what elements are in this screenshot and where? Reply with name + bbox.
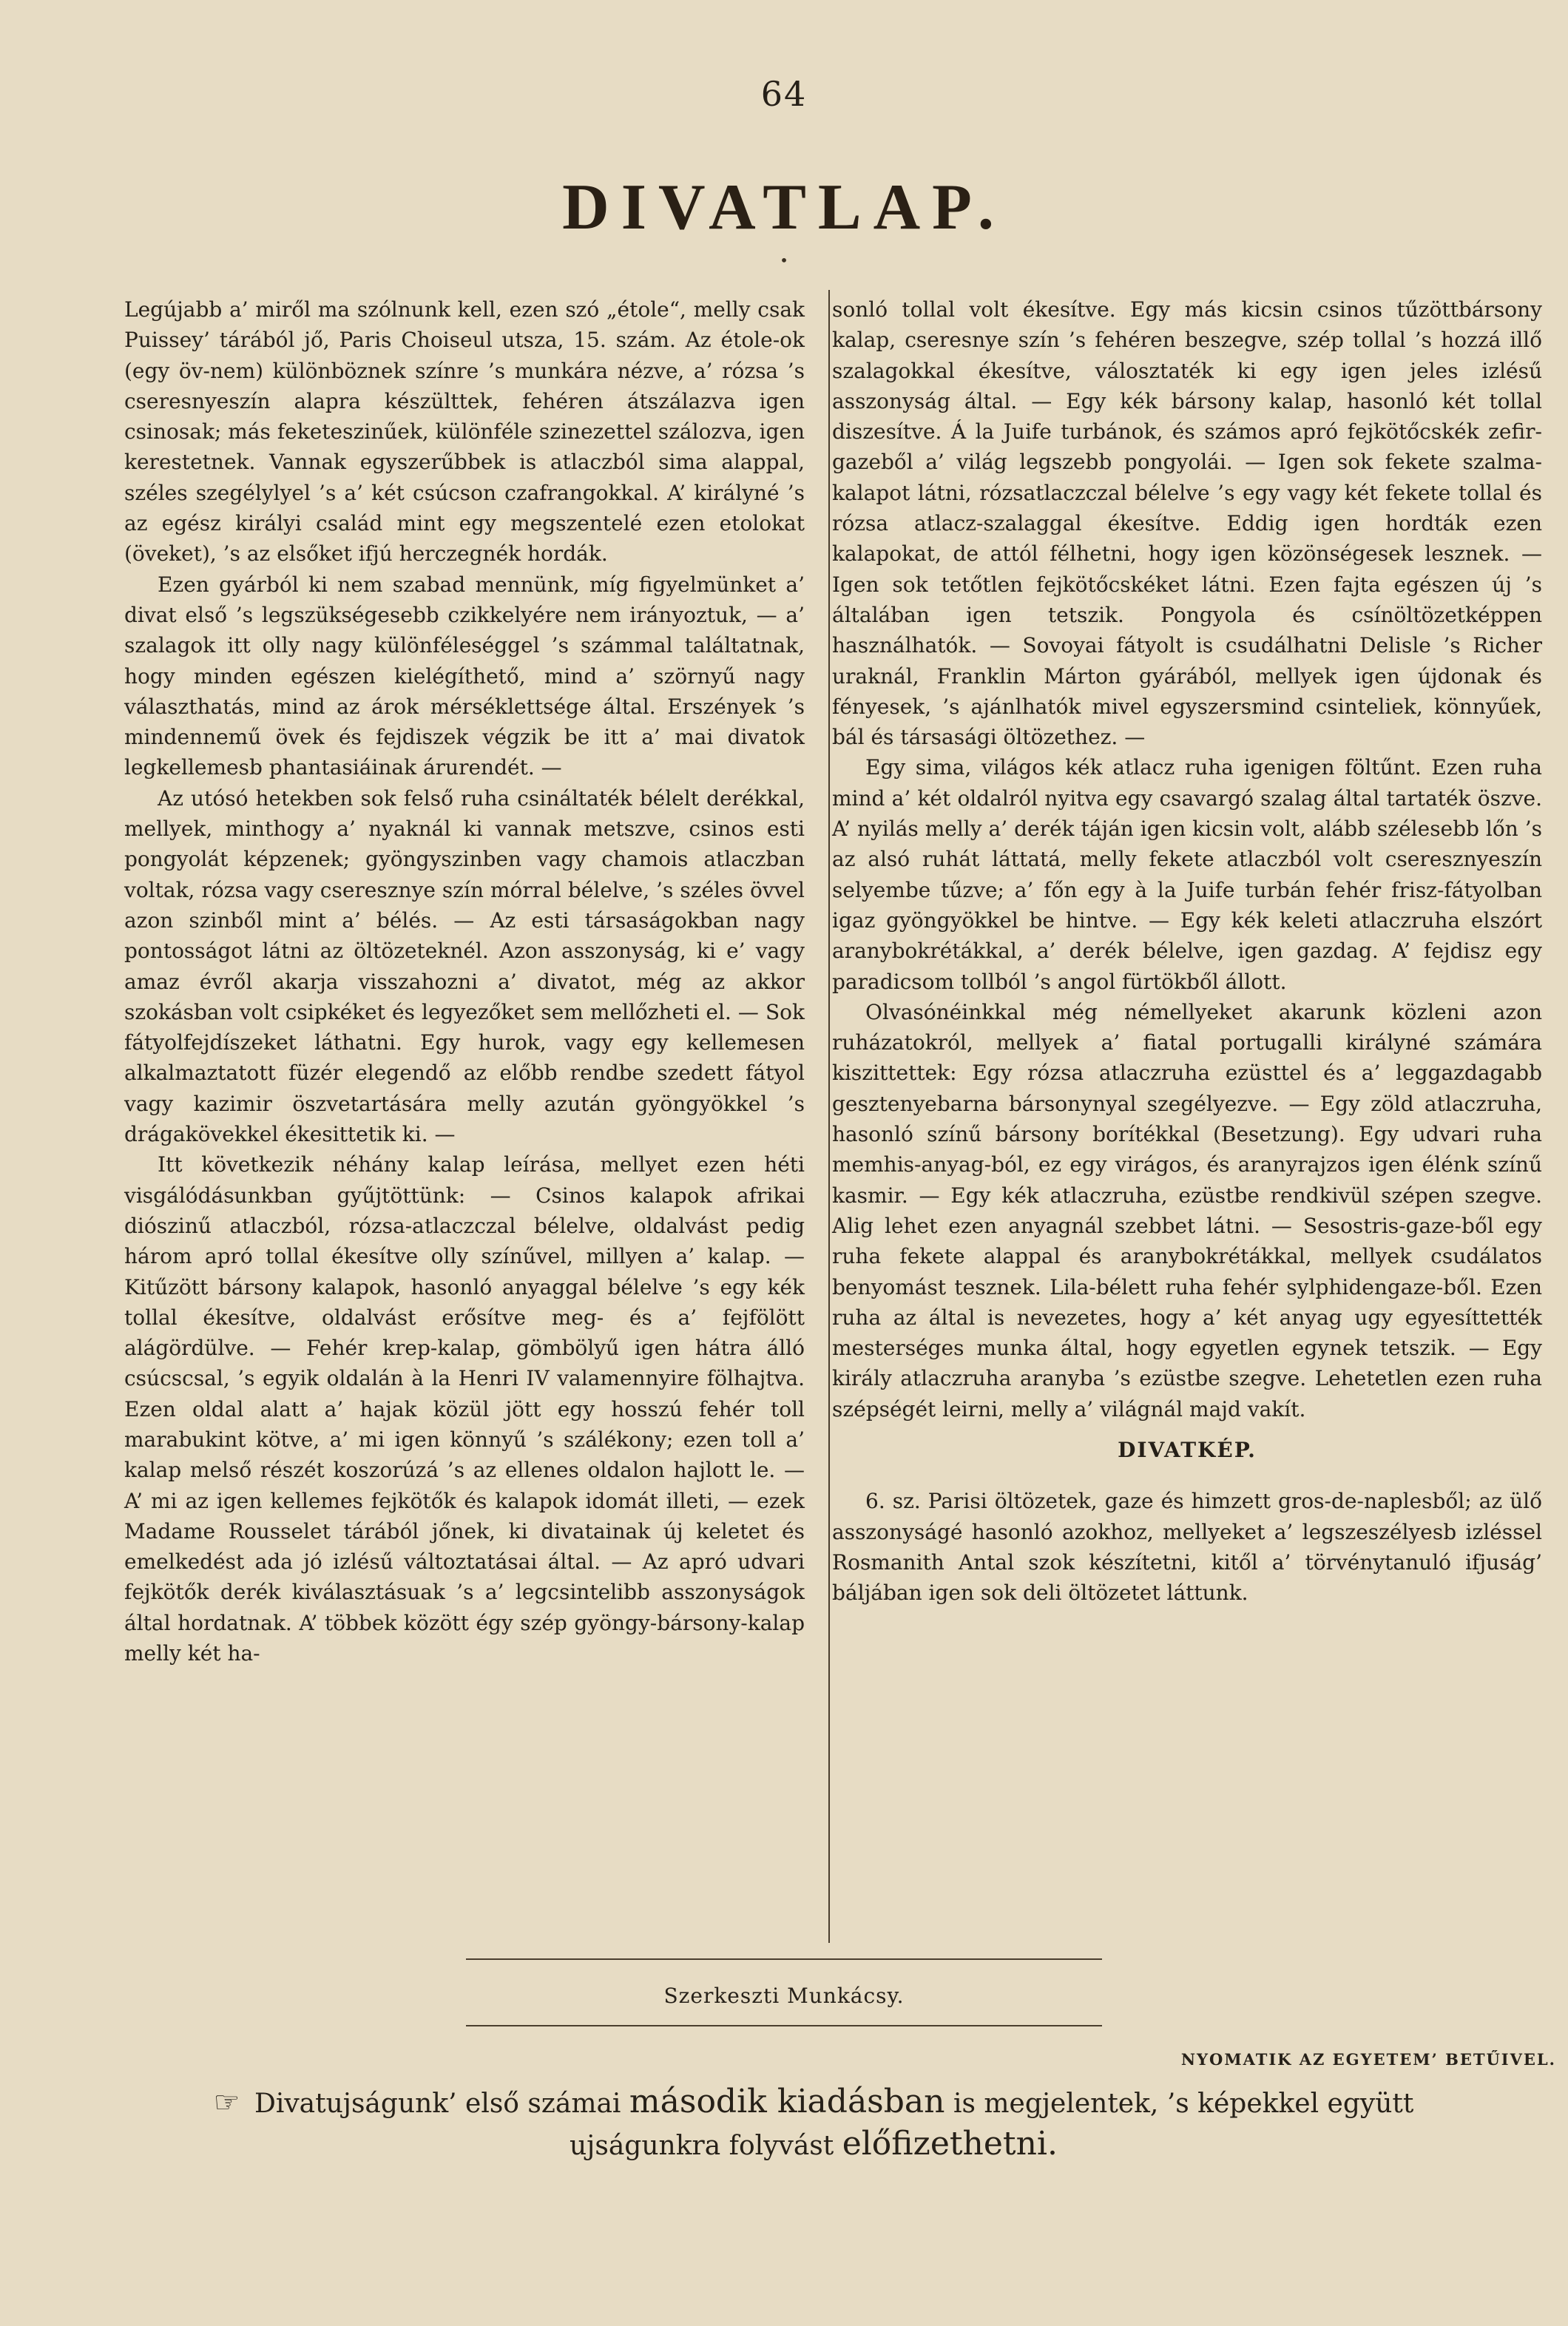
page-number: 64 (760, 74, 808, 114)
section-heading: DIVATKÉP. (1118, 1437, 1257, 1462)
printer-imprint: NYOMATIK AZ EGYETEM’ BETŰIVEL. (1180, 2050, 1556, 2069)
right-column (832, 294, 1542, 1608)
notice-text: ujságunkra folyvást (570, 2131, 834, 2161)
subscription-notice (148, 2082, 1479, 2166)
paragraph: sonló tollal volt ékesítve. Egy más kicsin csinos tűzöttbársony kalap, cseresnye szín ’s fehéren beszegve, szép tollal ’s hozzá illő szalagokkal ékesítve, válosztaték ki egy igen jeles izlésű asszonyság által. — Egy kék bársony kalap, hasonló két tollal diszesítve. Á la Juife turbánok, és számos apró fejkötőcskék zefir-gazeből a’ világ legszebb pongyolái. — Igen sok fekete szalma-kalapot látni, rózsatlaczczal bélelve ’s egy vagy két fekete tollal és rózsa atlacz-szalaggal ékesítve. Eddig igen hordták ezen kalapokat, de attól félhetni, hogy igen közönségesek lesznek. — Igen sok tetőtlen fejkötőcskéket látni. Ezen fajta egészen új ’s általában igen tetszik. Pongyola és csínöltözetképpen használhatók. — Sovoyai fátyolt is csudálhatni Delisle ’s Richer uraknál, Franklin Márton gyárából, mellyek igen újdonak és fényesek, ’s ajánlhatók mivel egyszersmind csinteliek, könnyűek, bál és társasági öltözethez. — (832, 297, 1542, 750)
paragraph: Egy sima, világos kék atlacz ruha igenigen föltűnt. Ezen ruha mind a’ két oldalról nyitva egy csavargó szalag által tartaték öszve. A’ nyilás melly a’ derék táján igen kicsin volt, alább szélesebb lőn ’s az alsó ruhát láttatá, melly fekete atlaczból volt cseresznyeszín selyembe tűzve; a’ főn egy à la Juife turbán fehér frisz-fátyolban igaz gyöngyökkel be hintve. — Egy kék keleti atlaczruha elszórt aranybokrétákkal, a’ derék bélelve, igen gazdag. A’ fejdisz egy paradicsom tollból ’s angol fürtökből állott. (832, 755, 1542, 994)
masthead-title: DIVATLAP. (562, 172, 1006, 243)
notice-emphasis: második kiadásban (629, 2083, 945, 2120)
paragraph: 6. sz. Parisi öltözetek, gaze és himzett gros-de-naplesből; az ülő asszonyságé hasonló azokhoz, mellyeket a’ legszeszélyesb izléssel Rosmanith Antal szok készítetni, kitől a’ törvénytanuló ifjuság’ báljában igen sok deli öltözetet láttunk. (832, 1489, 1542, 1606)
divider-rule (466, 2025, 1102, 2026)
paragraph: Olvasónéinkkal még némellyeket akarunk közleni azon ruházatokról, mellyek a’ fiatal portugalli királyné számára kiszittettek: Egy rózsa atlaczruha ezüsttel és a’ leggazdagabb gesztenyebarna bársonynyal szegélyezve. — Egy zöld atlaczruha, hasonló színű bársony borítékkal (Besetzung). Egy udvari ruha memhis-anyag-ból, ez egy virágos, és aranyrajzos igen élénk színű kasmir. — Egy kék atlaczruha, ezüstbe rendkivül szépen szegve. Alig lehet ezen anyagnál szebbet látni. — Sesostris-gaze-ből egy ruha fekete alappal és aranybokrétákkal, mellyek csudálatos benyomást tesznek. Lila-bélett ruha fehér sylphidengaze-ből. Ezen ruha az által is nevezetes, hogy a’ két anyag ugy egyesíttették mesterséges munka által, hogy egyetlen egynek tetszik. — Egy király atlaczruha aranyba ’s ezüstbe szegve. Lehetetlen ezen ruha szépségét leirni, melly a’ világnál majd vakít. (832, 999, 1542, 1421)
paragraph: Itt következik néhány kalap leírása, mellyet ezen héti visgálódásunkban gyűjtöttünk: — Csinos kalapok afrikai diószinű atlaczból, rózsa-atlaczczal bélelve, oldalvást pedig három apró tollal ékesítve olly színűvel, millyen a’ kalap. — Kitűzött bársony kalapok, hasonló anyaggal bélelve ’s egy kék tollal ékesítve, oldalvást erősítve meg- és a’ fejfölött alágördülve. — Fehér krep-kalap, gömbölyű igen hátra álló csúcscsal, ’s egyik oldalán à la Henri IV valamennyire fölhajtva. Ezen oldal alatt a’ hajak közül jött egy hosszú fehér toll marabukint kötve, a’ mi igen könnyű ’s szálékony; ezen toll a’ kalap melső részét koszorúzá ’s az ellenes oldalon hajlott le. — A’ mi az igen kellemes fejkötők és kalapok idomát illeti, — ezek Madame Rousselet tárából jőnek, ki divatainak új keletet és emelkedést ada jó izlésű változtatásai által. — Az apró udvari fejkötők derék kiválasztásuak ’s a’ legcsintelibb asszonyságok által hordatnak. A’ többek között égy szép gyöngy-bársony-kalap melly két ha- (124, 1152, 805, 1666)
paragraph: Legújabb a’ miről ma szólnunk kell, ezen szó „étole“, melly csak Puissey’ tárából jő, Paris Choiseul utsza, 15. szám. Az étole-ok (egy öv-nem) különböznek színre ’s munkára nézve, a’ rózsa ’s cseresnyeszín alapra készülttek, fehéren átszálazva igen csinosak; más feketeszinűek, különféle szinezettel szálozva, igen kerestetnek. Vannak egyszerűbbek is atlaczból sima alappal, széles szegélylyel ’s a’ két csúcson czafrangokkal. A’ királyné ’s az egész királyi család mint egy megszentelé ezen etolokat (öveket), ’s az elsőket ifjú herczegnék hordák. (124, 297, 805, 567)
left-column (124, 294, 805, 1669)
notice-emphasis: előfizethetni. (842, 2125, 1058, 2163)
divider-rule (466, 1958, 1102, 1960)
notice-text: Divatujságunk’ első számai (254, 2089, 621, 2119)
editor-credit: Szerkeszti Munkácsy. (663, 1984, 905, 2008)
ornament-icon: • (780, 251, 788, 269)
column-divider (828, 290, 830, 1943)
notice-text: is megjelentek, ’s képekkel együtt (953, 2089, 1414, 2119)
paragraph: Ezen gyárból ki nem szabad mennünk, míg figyelmünket a’ divat első ’s legszükségesebb czikkelyére nem irányoztuk, — a’ szalagok itt olly nagy különféleséggel ’s számmal találtatnak, hogy minden egészen kielégíthető, mind a’ szörnyű nagy választhatás, mind az árok mérséklettsége által. Erszények ’s mindennemű övek és fejdiszek végzik be itt a’ mai divatok legkellemesb phantasiáinak árurendét. — (124, 572, 805, 780)
paragraph: Az utósó hetekben sok felső ruha csináltaték bélelt derékkal, mellyek, minthogy a’ nyaknál ki vannak metszve, csinos esti pongyolát képzenek; gyöngyszinben vagy chamois atlaczban voltak, rózsa vagy cseresznye szín mórral bélelve, ’s széles övvel azon szinből mint a’ bélés. — Az esti társaságokban nagy pontosságot látni az öltözeteknél. Azon asszonyság, ki e’ vagy amaz évről akarja visszahozni a’ divatot, még az akkor szokásban volt csipkéket és legyezőket sem mellőzheti el. — Sok fátyolfejdíszeket láthatni. Egy hurok, vagy egy kellemesen alkalmaztatott füzér elegendő az előbb rendbe szedett fátyol vagy kazimir öszvetartására melly azután gyöngyökkel ’s drágakövekkel ékesittetik ki. — (124, 785, 805, 1147)
pointing-hand-icon: ☞ (213, 2086, 240, 2120)
